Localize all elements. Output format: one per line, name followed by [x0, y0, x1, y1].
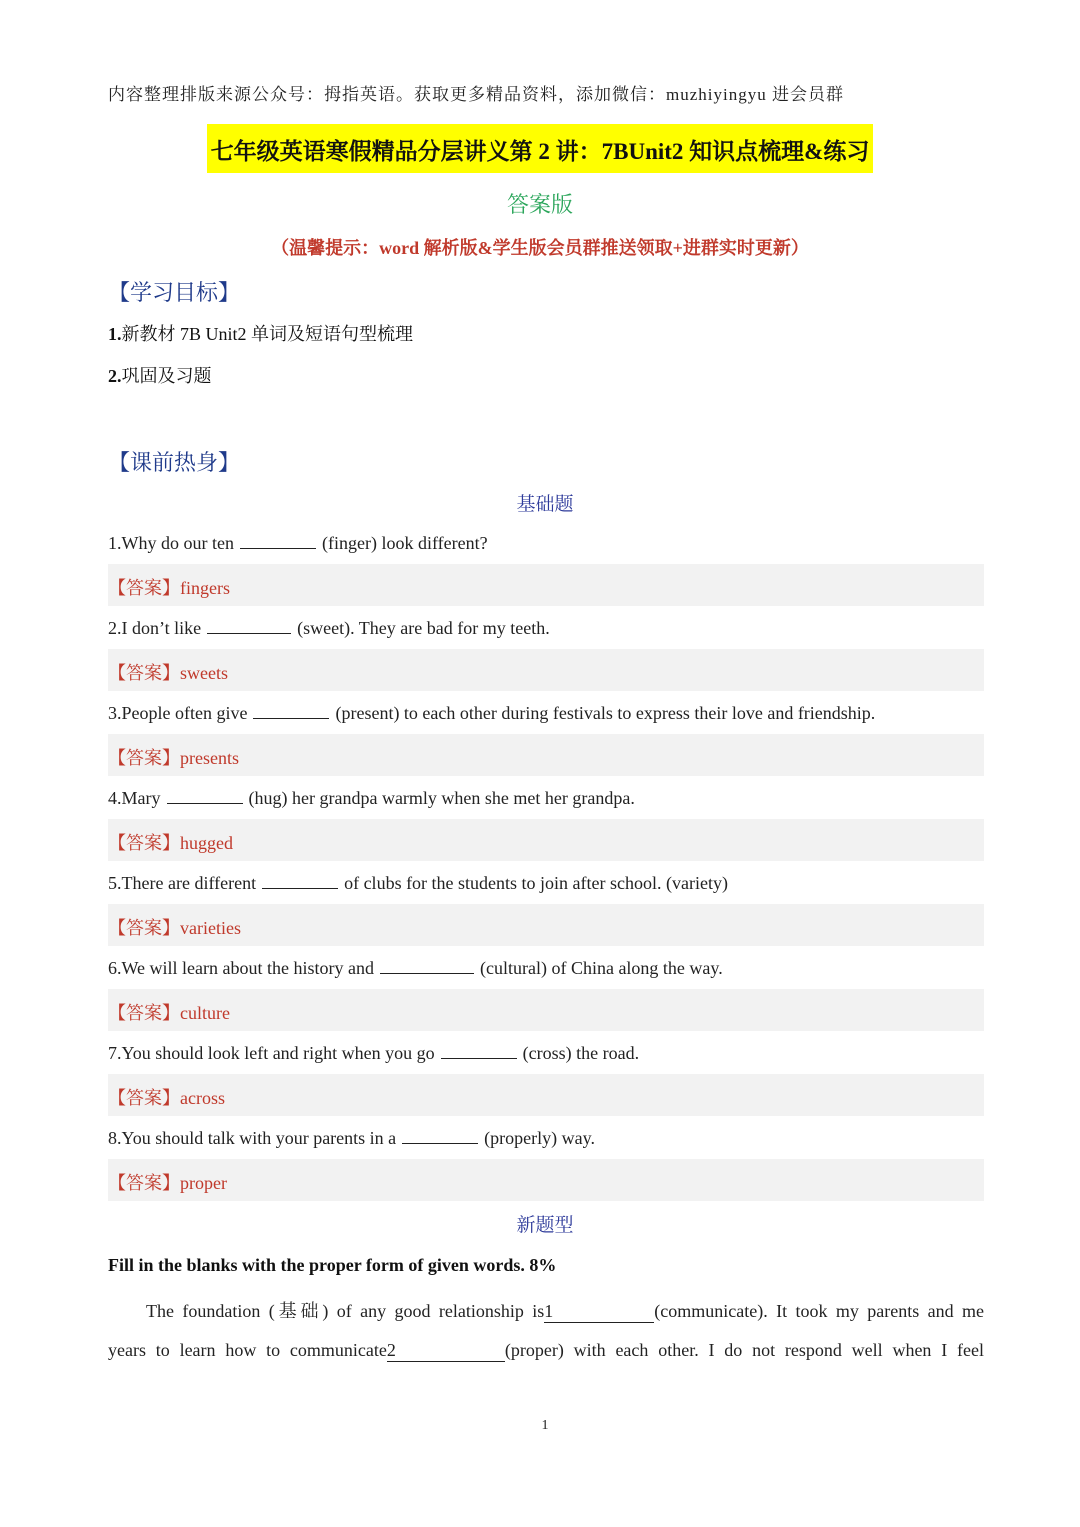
- question-text-before: 8.You should talk with your parents in a: [108, 1128, 397, 1148]
- answer-blank: [380, 959, 474, 974]
- answer-blank: [402, 1129, 478, 1144]
- answer-prefix: 【答案】: [108, 833, 180, 853]
- answer-row: [108, 1074, 984, 1116]
- question-text-before: 2.I don’t like: [108, 618, 202, 638]
- question-text-before: 4.Mary: [108, 788, 161, 808]
- answer-row: [108, 989, 984, 1031]
- question: [108, 618, 550, 639]
- passage-text: (communicate). It took my parents and me: [654, 1301, 984, 1321]
- goal-item: [108, 320, 413, 346]
- question: [108, 1128, 595, 1149]
- answer-row: [108, 649, 984, 691]
- question-text-before: 1.Why do our ten: [108, 533, 234, 553]
- answer-row: [108, 564, 984, 606]
- answer-row: [108, 819, 984, 861]
- document-subtitle: 答案版: [506, 192, 573, 217]
- passage-text: The foundation (基础) of any good relationship is: [146, 1301, 545, 1321]
- instruction: Fill in the blanks with the proper form of given words. 8%: [108, 1255, 557, 1275]
- question-text-after: (present) to each other during festivals to express their love and friendship.: [335, 703, 876, 723]
- passage-line: [108, 1340, 984, 1362]
- answer-value: across: [180, 1088, 225, 1108]
- basic-label: 基础题: [516, 494, 574, 515]
- answer-prefix: 【答案】: [108, 748, 180, 768]
- question-text-after: of clubs for the students to join after school. (variety): [344, 873, 728, 893]
- question-text-after: (finger) look different?: [321, 533, 488, 553]
- passage-blank-1: 1: [544, 1301, 654, 1323]
- question: [108, 873, 728, 894]
- question: [108, 788, 635, 809]
- question-text-after: (cultural) of China along the way.: [479, 958, 723, 978]
- answer-row: [108, 1159, 984, 1201]
- document-title: 七年级英语寒假精品分层讲义第 2 讲：7BUnit2 知识点梳理&练习: [207, 124, 874, 173]
- question-text-after: (sweet). They are bad for my teeth.: [297, 618, 550, 638]
- header-note: 内容整理排版来源公众号：拇指英语。获取更多精品资料，添加微信：muzhiyingyu 进会员群: [108, 85, 844, 104]
- question: [108, 1043, 639, 1064]
- question-text-before: 5.There are different: [108, 873, 257, 893]
- answer-row: [108, 904, 984, 946]
- question: [108, 703, 875, 724]
- answer-value: sweets: [180, 663, 228, 683]
- goal-number: 2.: [108, 366, 122, 386]
- answer-value: proper: [180, 1173, 227, 1193]
- answer-prefix: 【答案】: [108, 1003, 180, 1023]
- page-number: 1: [541, 1418, 549, 1433]
- question-text-after: (hug) her grandpa warmly when she met her grandpa.: [248, 788, 635, 808]
- answer-row: [108, 734, 984, 776]
- question-text-after: (cross) the road.: [522, 1043, 640, 1063]
- question-text-before: 7.You should look left and right when you go: [108, 1043, 435, 1063]
- answer-blank: [253, 704, 329, 719]
- title-container: [0, 124, 1080, 173]
- goals-heading: 【学习目标】: [108, 280, 241, 305]
- answer-blank: [441, 1044, 517, 1059]
- answer-blank: [262, 874, 338, 889]
- answer-blank: [240, 534, 316, 549]
- answer-value: hugged: [180, 833, 233, 853]
- goal-text: 巩固及习题: [121, 366, 212, 386]
- answer-value: presents: [180, 748, 239, 768]
- passage-line: [108, 1297, 984, 1323]
- question-text-after: (properly) way.: [484, 1128, 595, 1148]
- question-text-before: 6.We will learn about the history and: [108, 958, 374, 978]
- warmup-heading: 【课前热身】: [108, 450, 241, 475]
- passage-text: (proper) with each other. I do not respond well when I feel: [504, 1340, 984, 1360]
- tip-note: （温馨提示：word 解析版&学生版会员群推送领取+进群实时更新）: [271, 238, 809, 258]
- answer-value: culture: [180, 1003, 230, 1023]
- answer-prefix: 【答案】: [108, 1088, 180, 1108]
- answer-blank: [207, 619, 291, 634]
- goal-text: 新教材 7B Unit2 单词及短语句型梳理: [121, 324, 414, 344]
- passage-text: years to learn how to communicate: [108, 1340, 387, 1360]
- new-type-label: 新题型: [516, 1215, 574, 1236]
- question: [108, 958, 723, 979]
- answer-value: varieties: [180, 918, 241, 938]
- answer-prefix: 【答案】: [108, 663, 180, 683]
- answer-prefix: 【答案】: [108, 918, 180, 938]
- answer-blank: [167, 789, 243, 804]
- answer-prefix: 【答案】: [108, 578, 180, 598]
- question: [108, 533, 488, 554]
- answer-prefix: 【答案】: [108, 1173, 180, 1193]
- question-text-before: 3.People often give: [108, 703, 248, 723]
- goal-number: 1.: [108, 324, 122, 344]
- goal-item: [108, 362, 212, 388]
- passage-blank-2: 2: [387, 1340, 505, 1362]
- answer-value: fingers: [180, 578, 230, 598]
